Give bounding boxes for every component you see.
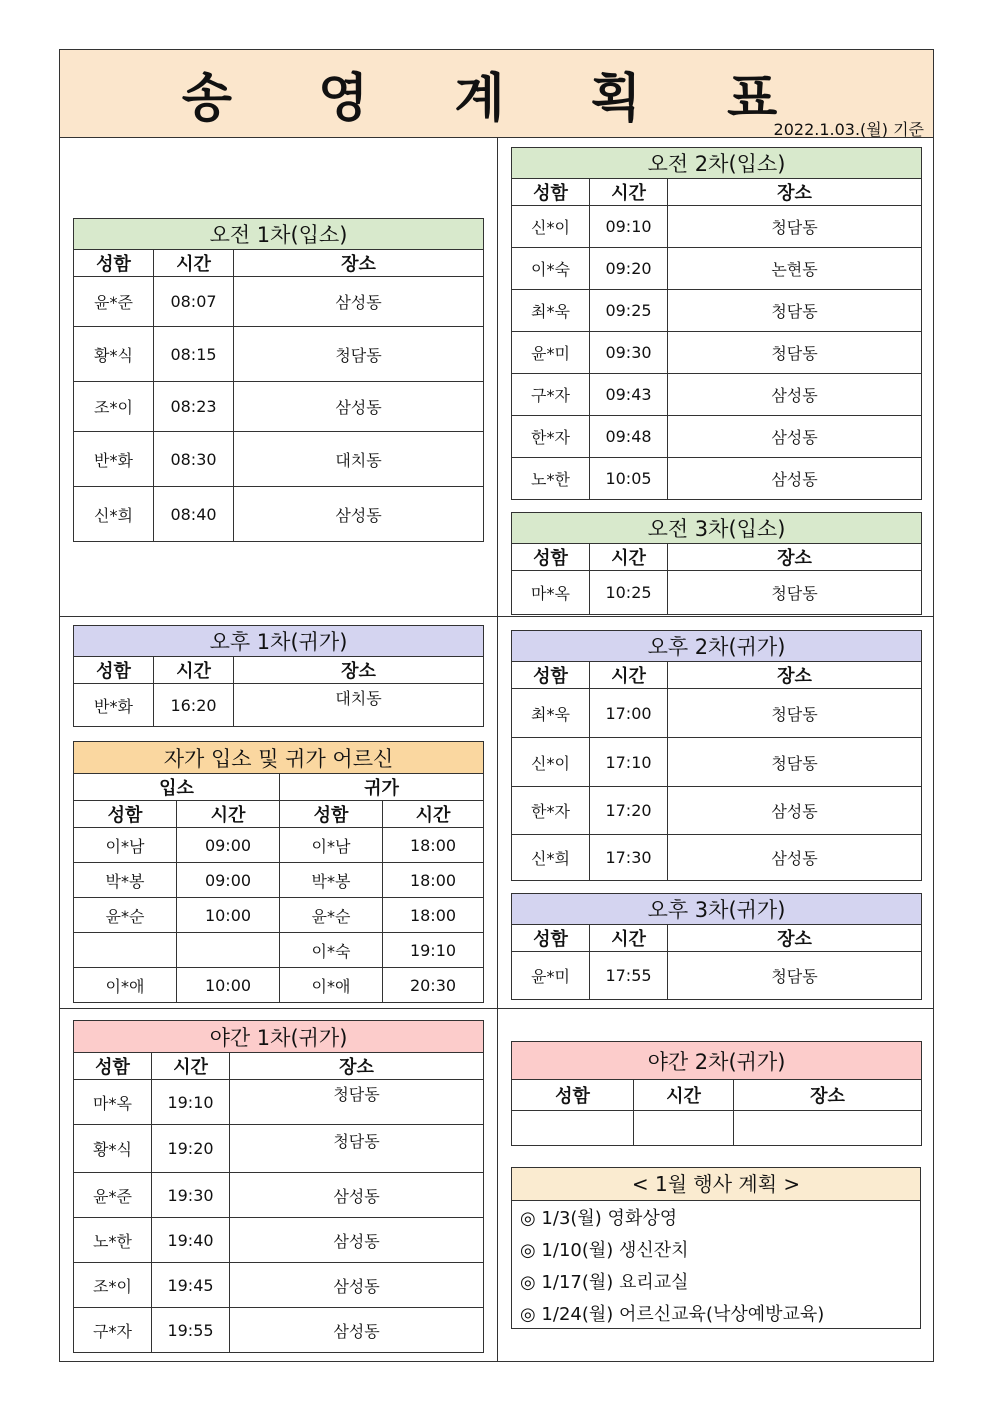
col-time-header: 시간 [383,801,484,828]
table-row [74,432,484,487]
col-name-header: 성함 [512,1080,634,1111]
table-row [512,1111,922,1146]
cell-name: 반*화 [74,432,154,487]
table-row [74,277,484,327]
cell-name: 반*화 [74,684,154,727]
table-row [74,1125,484,1173]
cell-name: 윤*준 [74,1173,152,1218]
table-row [74,382,484,432]
cell-place: 삼성동 [230,1308,484,1353]
cell-place: 대치동 [234,432,484,487]
self-out-header: 귀가 [280,774,484,801]
cell-time: 09:25 [590,290,668,332]
table-row [74,1080,484,1125]
cell-time: 17:20 [590,787,668,835]
cell-name: 이*남 [280,828,383,863]
table-row [74,898,484,933]
table-row [74,684,484,727]
cell-time: 19:40 [152,1218,230,1263]
cell-name: 이*숙 [512,248,590,290]
cell-place: 청담동 [668,290,922,332]
cell-time: 18:00 [383,828,484,863]
table-row [74,1263,484,1308]
cell-time: 09:00 [177,828,280,863]
cell-place: 삼성동 [668,458,922,500]
cell-place: 청담동 [234,327,484,382]
ev2-title: 야간 2차(귀가) [512,1042,922,1080]
col-time-header: 시간 [590,662,668,689]
cell-time: 08:30 [154,432,234,487]
am1-title: 오전 1차(입소) [74,219,484,250]
event-item: ◎ 1/10(월) 생신잔치 [520,1240,689,1261]
event-item: ◎ 1/17(월) 요리교실 [520,1272,689,1293]
am2-title: 오전 2차(입소) [512,148,922,179]
cell-name: 윤*순 [280,898,383,933]
table-row [74,828,484,863]
table-row [512,787,922,835]
cell-name: 마*옥 [512,571,590,615]
cell-name: 이*애 [280,968,383,1003]
cell-name: 구*자 [512,374,590,416]
col-name-header: 성함 [512,544,590,571]
cell-place: 청담동 [230,1125,484,1173]
cell-name: 노*한 [74,1218,152,1263]
cell-time: 09:00 [177,863,280,898]
self-title: 자가 입소 및 귀가 어르신 [74,742,484,774]
event-item: ◎ 1/3(월) 영화상영 [520,1208,678,1229]
cell-place: 삼성동 [230,1218,484,1263]
cell-name: 이*숙 [280,933,383,968]
cell-name: 조*이 [74,382,154,432]
col-name-header: 성함 [74,657,154,684]
col-name-header: 성함 [74,250,154,277]
table-row [512,206,922,248]
col-place-header: 장소 [668,544,922,571]
cell-name: 신*이 [512,206,590,248]
am3-title: 오전 3차(입소) [512,513,922,544]
cell-place: 청담동 [668,738,922,787]
cell-time: 18:00 [383,898,484,933]
cell-place: 삼성동 [230,1173,484,1218]
cell-time: 20:30 [383,968,484,1003]
table-row [512,738,922,787]
col-place-header: 장소 [668,179,922,206]
cell-time [177,933,280,968]
table-row [512,374,922,416]
cell-time: 19:10 [383,933,484,968]
cell-place: 청담동 [668,571,922,615]
cell-name: 윤*순 [74,898,177,933]
cell-name: 구*자 [74,1308,152,1353]
event-item: ◎ 1/24(월) 어르신교육(낙상예방교육) [520,1304,825,1325]
table-row [512,458,922,500]
col-time-header: 시간 [152,1053,230,1080]
cell-time: 09:43 [590,374,668,416]
table-row [74,968,484,1003]
cell-place: 논현동 [668,248,922,290]
cell-name: 최*욱 [512,689,590,738]
cell-name [74,933,177,968]
cell-place: 삼성동 [668,835,922,881]
table-row [512,248,922,290]
col-time-header: 시간 [590,544,668,571]
table-row [512,571,922,615]
col-place-header: 장소 [668,662,922,689]
cell-name: 윤*준 [74,277,154,327]
cell-place: 청담동 [668,332,922,374]
cell-name: 한*자 [512,787,590,835]
cell-time: 08:40 [154,487,234,542]
col-time-header: 시간 [177,801,280,828]
pm3-title: 오후 3차(귀가) [512,894,922,925]
cell-name [512,1111,634,1146]
cell-time: 09:48 [590,416,668,458]
table-row [74,487,484,542]
pm1-title: 오후 1차(귀가) [74,626,484,657]
cell-time: 19:20 [152,1125,230,1173]
cell-name: 한*자 [512,416,590,458]
col-time-header: 시간 [590,179,668,206]
cell-name: 박*봉 [74,863,177,898]
cell-time: 10:00 [177,968,280,1003]
table-row [512,835,922,881]
col-name-header: 성함 [74,801,177,828]
ev2-table [511,1041,922,1146]
table-row [512,290,922,332]
pm1-table [73,625,484,727]
cell-time: 17:55 [590,952,668,1000]
cell-time: 17:00 [590,689,668,738]
row-divider-1 [60,616,933,617]
cell-place: 삼성동 [668,787,922,835]
col-time-header: 시간 [154,657,234,684]
cell-place: 삼성동 [234,382,484,432]
table-row [512,416,922,458]
cell-time: 08:15 [154,327,234,382]
page-title: 송 영 계 획 표 [181,69,812,129]
cell-place: 청담동 [668,689,922,738]
cell-time: 09:20 [590,248,668,290]
self-transport-table [73,741,484,1003]
table-row [74,1308,484,1353]
cell-time: 08:23 [154,382,234,432]
pm2-table [511,630,922,881]
cell-place: 삼성동 [234,277,484,327]
cell-place: 청담동 [668,206,922,248]
col-time-header: 시간 [634,1080,734,1111]
am3-table [511,512,922,615]
cell-name: 황*식 [74,327,154,382]
ev1-table [73,1020,484,1353]
events-title: < 1월 행사 계획 > [512,1168,920,1201]
col-place-header: 장소 [230,1053,484,1080]
column-divider [497,138,498,1362]
cell-name: 황*식 [74,1125,152,1173]
table-row [74,327,484,382]
am1-table [73,218,484,542]
cell-name: 노*한 [512,458,590,500]
table-row [74,1173,484,1218]
cell-name: 윤*미 [512,332,590,374]
cell-time: 19:30 [152,1173,230,1218]
cell-name: 윤*미 [512,952,590,1000]
cell-time: 09:10 [590,206,668,248]
cell-place: 대치동 [234,684,484,727]
cell-name: 마*옥 [74,1080,152,1125]
self-in-header: 입소 [74,774,280,801]
events-box [511,1167,921,1329]
cell-time: 19:55 [152,1308,230,1353]
cell-time: 18:00 [383,863,484,898]
cell-time [634,1111,734,1146]
table-row [512,332,922,374]
col-name-header: 성함 [512,925,590,952]
pm2-title: 오후 2차(귀가) [512,631,922,662]
cell-name: 최*욱 [512,290,590,332]
header-band [60,50,933,138]
cell-time: 10:25 [590,571,668,615]
cell-time: 16:20 [154,684,234,727]
table-row [512,689,922,738]
cell-name: 조*이 [74,1263,152,1308]
pm3-table [511,893,922,1000]
ev1-title: 야간 1차(귀가) [74,1021,484,1053]
cell-place: 삼성동 [230,1263,484,1308]
col-place-header: 장소 [234,250,484,277]
reference-date: 2022.1.03.(월) 기준 [773,120,924,139]
row-divider-2 [60,1008,933,1009]
am2-table [511,147,922,500]
col-name-header: 성함 [280,801,383,828]
cell-name: 신*희 [512,835,590,881]
table-row [74,933,484,968]
cell-time: 10:05 [590,458,668,500]
cell-place: 삼성동 [668,374,922,416]
table-row [74,863,484,898]
cell-time: 17:10 [590,738,668,787]
col-place-header: 장소 [668,925,922,952]
cell-name: 박*봉 [280,863,383,898]
cell-name: 신*희 [74,487,154,542]
cell-time: 09:30 [590,332,668,374]
col-place-header: 장소 [234,657,484,684]
cell-place: 삼성동 [668,416,922,458]
cell-place: 청담동 [668,952,922,1000]
cell-time: 17:30 [590,835,668,881]
table-row [74,1218,484,1263]
col-name-header: 성함 [512,662,590,689]
col-time-header: 시간 [590,925,668,952]
cell-time: 19:45 [152,1263,230,1308]
col-name-header: 성함 [74,1053,152,1080]
cell-place: 청담동 [230,1080,484,1125]
table-row [512,952,922,1000]
cell-place: 삼성동 [234,487,484,542]
cell-time: 10:00 [177,898,280,933]
cell-time: 08:07 [154,277,234,327]
cell-time: 19:10 [152,1080,230,1125]
col-name-header: 성함 [512,179,590,206]
cell-place [734,1111,922,1146]
cell-name: 신*이 [512,738,590,787]
col-time-header: 시간 [154,250,234,277]
cell-name: 이*남 [74,828,177,863]
cell-name: 이*애 [74,968,177,1003]
col-place-header: 장소 [734,1080,922,1111]
